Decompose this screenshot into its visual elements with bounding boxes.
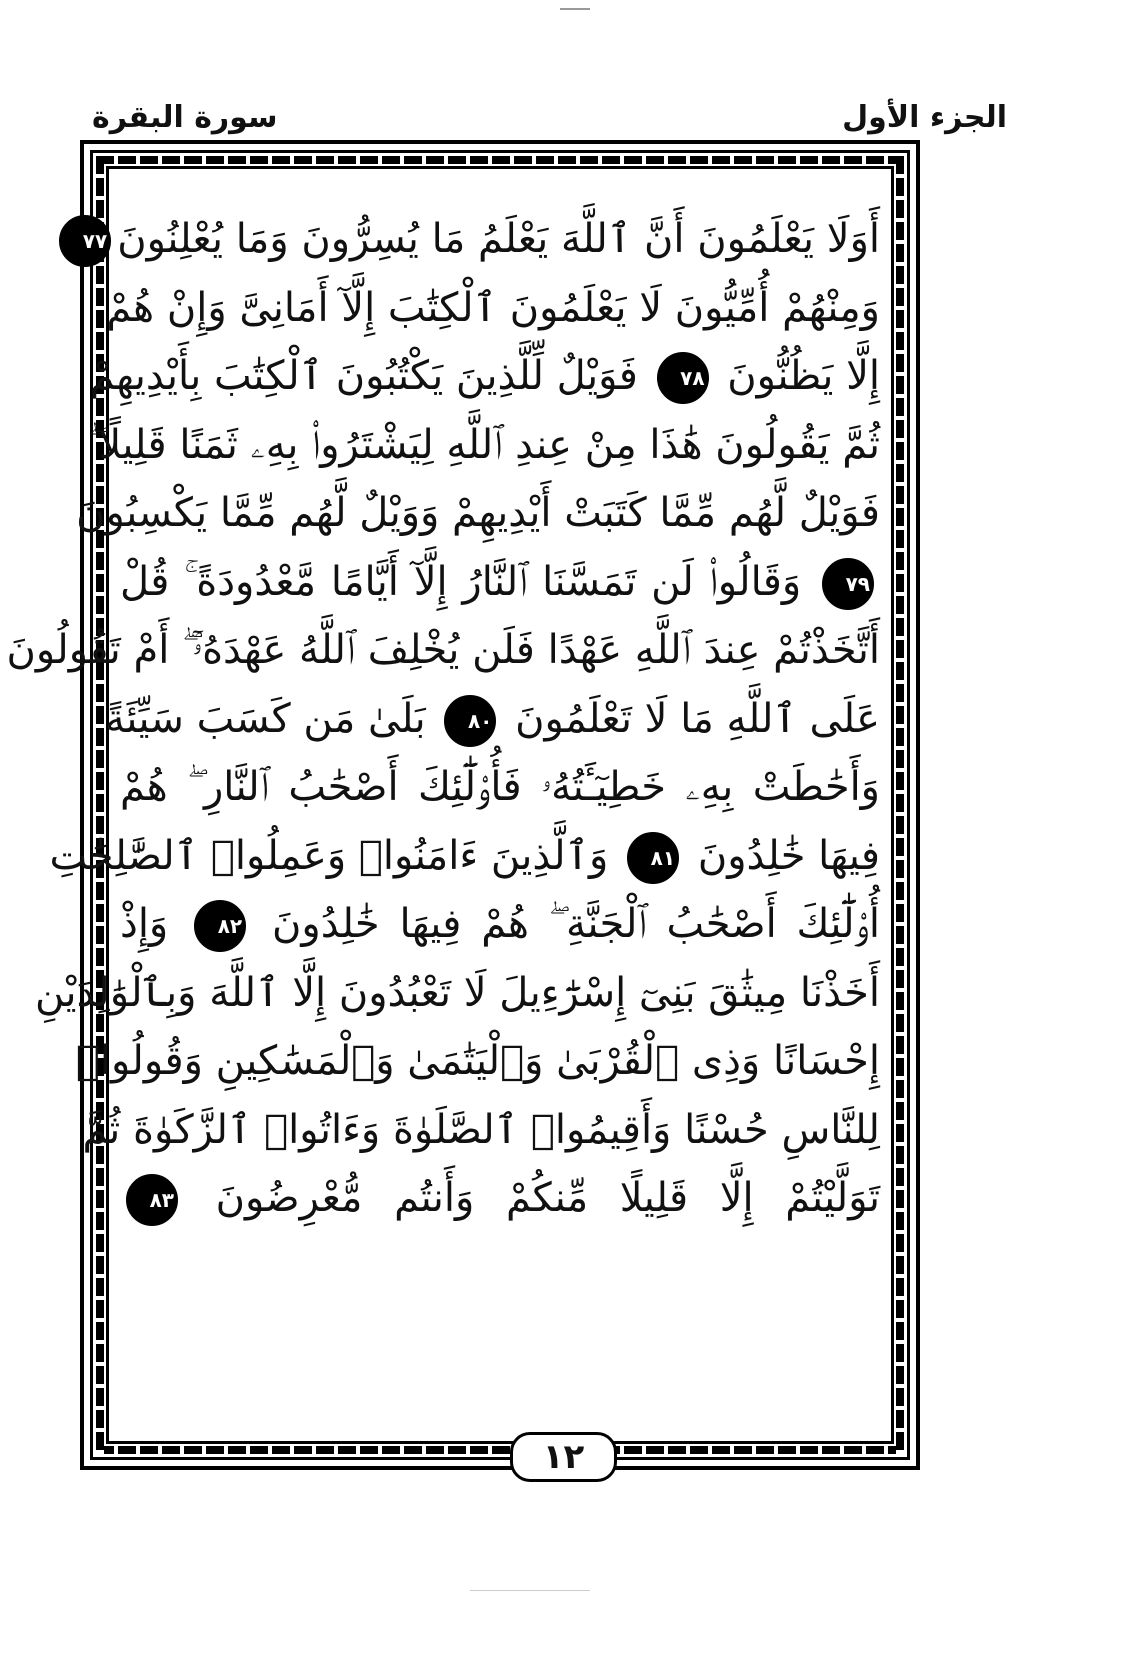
scan-mark	[560, 8, 590, 10]
verse-text: وَأَحَٰطَتْ بِهِۦ خَطِيٓـَٔتُهُۥ فَأُو۟لَٰٓئِكَ أَصْحَٰبُ ٱلنَّارِ ۖ هُمْ	[120, 764, 880, 810]
verse-text: وَقَالُوا۟ لَن تَمَسَّنَا ٱلنَّارُ إِلَّآ أَيَّامًا مَّعْدُودَةً ۚ قُلْ	[120, 558, 802, 605]
verse-line	[82, 205, 880, 274]
verse-line	[120, 548, 880, 617]
verse-line	[49, 822, 880, 891]
verse-line	[34, 959, 880, 1028]
verse-text: إِحْسَانًا وَذِى ٱلْقُرْبَىٰ وَٱلْيَتَٰمَىٰ وَٱلْمَسَٰكِينِ وَقُولُوا۟	[75, 1038, 880, 1084]
juz-header: الجزء الأول	[842, 100, 1007, 135]
ayah-number-marker: ٨١	[627, 832, 679, 884]
verse-text: أَتَّخَذْتُمْ عِندَ ٱللَّهِ عَهْدًا فَلَن يُخْلِفَ ٱللَّهُ عَهْدَهُۥٓ ۖ أَمْ تَقُولُونَ	[6, 627, 880, 673]
verse-text: فَوَيْلٌ لِّلَّذِينَ يَكْتُبُونَ ٱلْكِتَٰبَ بِأَيْدِيهِمْ	[89, 353, 638, 399]
verse-line	[6, 616, 880, 685]
verse-line	[120, 753, 880, 822]
verse-text: تَوَلَّيْتُمْ إِلَّا قَلِيلًا مِّنكُمْ وَأَنتُم مُّعْرِضُونَ	[215, 1175, 881, 1221]
ayah-number-marker: ٨٠	[444, 695, 496, 747]
verse-line	[104, 685, 880, 754]
verse-text: وَإِذْ	[120, 901, 169, 947]
verse-line	[82, 1096, 880, 1165]
verse-text: بَلَىٰ مَن كَسَبَ سَيِّئَةً	[104, 695, 426, 742]
verse-line	[76, 479, 880, 548]
verse-text: وَمِنْهُمْ أُمِّيُّونَ لَا يَعْلَمُونَ ٱلْكِتَٰبَ إِلَّآ أَمَانِىَّ وَإِنْ هُمْ	[106, 284, 880, 331]
verse-line	[120, 890, 880, 959]
verse-text: فِيهَا خَٰلِدُونَ	[697, 832, 880, 879]
ayah-number-marker: ٧٨	[657, 352, 709, 404]
verse-text: لِلنَّاسِ حُسْنًا وَأَقِيمُوا۟ ٱلصَّلَوٰةَ وَءَاتُوا۟ ٱلزَّكَوٰةَ ثُمَّ	[82, 1106, 880, 1153]
ayah-number-marker: ٧٧	[59, 215, 111, 267]
verse-text: أَوَلَا يَعْلَمُونَ أَنَّ ٱللَّهَ يَعْلَمُ مَا يُسِرُّونَ وَمَا يُعْلِنُونَ	[117, 216, 880, 262]
verse-text: ثُمَّ يَقُولُونَ هَٰذَا مِنْ عِندِ ٱللَّهِ لِيَشْتَرُوا۟ بِهِۦ ثَمَنًا قَلِيلًا ۖ	[88, 421, 880, 468]
page-number: ١٢	[510, 1432, 618, 1482]
border-pattern-top	[96, 156, 904, 164]
ayah-number-marker: ٨٢	[194, 900, 246, 952]
surah-header: سورة البقرة	[92, 100, 278, 135]
verse-text: إِلَّا يَظُنُّونَ	[727, 353, 880, 399]
verse-text: عَلَى ٱللَّهِ مَا لَا تَعْلَمُونَ	[515, 695, 880, 742]
quran-text-body	[6, 205, 881, 1233]
verse-text: أَخَذْنَا مِيثَٰقَ بَنِىٓ إِسْرَٰٓءِيلَ لَا تَعْبُدُونَ إِلَّا ٱللَّهَ وَبِٱلْوَٰلِدَيْنِ	[34, 969, 880, 1016]
page-number-container	[0, 1432, 1127, 1482]
verse-text: وَٱلَّذِينَ ءَامَنُوا۟ وَعَمِلُوا۟ ٱلصَّٰلِحَٰتِ	[49, 832, 609, 879]
verse-line	[106, 274, 880, 343]
scan-mark-bottom	[470, 1590, 590, 1591]
verse-line	[75, 1027, 880, 1096]
border-pattern-right	[896, 156, 904, 1454]
ayah-number-marker: ٧٩	[822, 558, 874, 610]
ayah-number-marker: ٨٣	[126, 1174, 178, 1226]
verse-line	[89, 342, 880, 411]
verse-text: أُو۟لَٰٓئِكَ أَصْحَٰبُ ٱلْجَنَّةِ ۖ هُمْ فِيهَا خَٰلِدُونَ	[272, 901, 880, 947]
verse-text: فَوَيْلٌ لَّهُم مِّمَّا كَتَبَتْ أَيْدِيهِمْ وَوَيْلٌ لَّهُم مِّمَّا يَكْسِبُونَ	[76, 490, 880, 536]
verse-line	[120, 1164, 880, 1233]
verse-line	[88, 411, 880, 480]
